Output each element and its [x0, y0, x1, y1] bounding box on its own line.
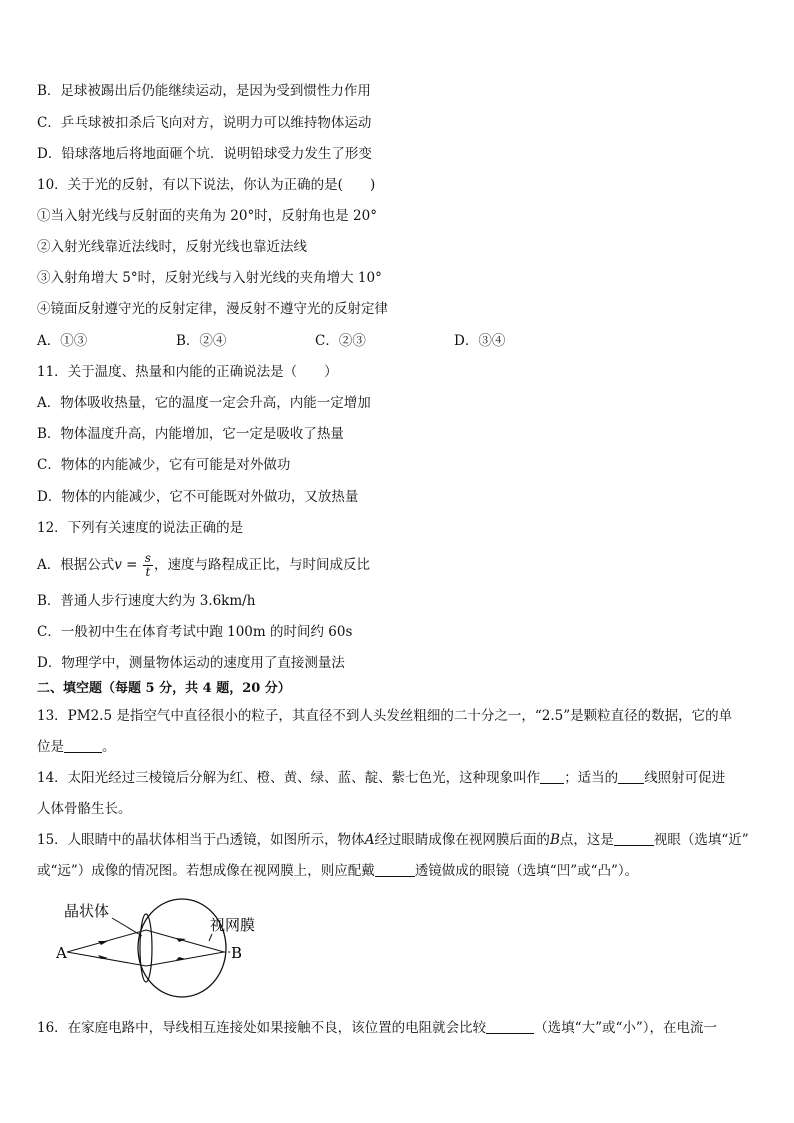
q14-line-2: 人体骨骼生长。	[37, 801, 132, 817]
formula-denominator: t	[145, 565, 151, 579]
formula-fraction	[143, 552, 153, 579]
q15-line-2	[37, 861, 638, 881]
q12-a-prefix: A．根据公式	[37, 557, 115, 573]
q15-text-b: 经过眼睛成像在视网膜后面的	[374, 832, 550, 848]
q10-option-a: A．①③	[37, 333, 88, 349]
q15-line-1	[37, 830, 749, 850]
q10-stem: 10．关于光的反射，有以下说法，你认为正确的是( )	[37, 177, 376, 193]
q13-line-2-end: 。	[102, 739, 116, 755]
q12-option-b: B．普通人步行速度大约为 3.6km/h	[37, 593, 256, 609]
q15-text-f: 透镜做成的眼镜（选填“凹”或“凸”）。	[414, 863, 639, 879]
lens-label: 晶状体	[64, 902, 110, 920]
q13-line-1: 13．PM2.5 是指空气中直径很小的粒子，其直径不到人头发丝粗细的二十分之一，“2.5”是颗粒直径的数据，它的单	[37, 708, 733, 724]
q12-option-c: C．一般初中生在体育考试中跑 100m 的时间约 60s	[37, 624, 353, 640]
q11-stem: 11．关于温度、热量和内能的正确说法是（ ）	[37, 364, 338, 380]
section-heading-fill-in: 二、填空题（每题 5 分，共 4 题，20 分）	[37, 681, 291, 696]
q15-text-e: 或“远”）成像的情况图。若想成像在视网膜上，则应配戴	[37, 863, 375, 879]
point-b-label: B	[231, 944, 243, 962]
q10-option-c: C．②③	[315, 333, 366, 349]
q15-answer-blank-1[interactable]	[614, 831, 654, 846]
q10-statement-2: ②入射光线靠近法线时，反射光线也靠近法线	[37, 239, 307, 255]
q16-answer-blank[interactable]	[486, 1019, 534, 1034]
formula-v: v	[114, 557, 122, 573]
q13-line-2	[37, 737, 116, 757]
q15-var-b: B	[549, 832, 560, 848]
q14-text-a: 14．太阳光经过三棱镜后分解为红、橙、黄、绿、蓝、靛、紫七色光，这种现象叫作	[37, 770, 541, 786]
crystalline-lens	[140, 914, 152, 982]
arrow-lower-left	[98, 955, 108, 959]
q14-line-1	[37, 768, 725, 788]
q13-answer-blank[interactable]	[64, 738, 102, 753]
formula-equals: =	[121, 557, 142, 573]
arrow-upper-left	[98, 941, 108, 945]
q14-text-b: ；适当的	[564, 770, 619, 786]
q14-text-c: 线照射可促进	[644, 770, 726, 786]
q11-option-d: D．物体的内能减少，它不可能既对外做功，又放热量	[37, 489, 359, 505]
q15-text-d: 视眼（选填“近”	[653, 832, 749, 848]
q15-answer-blank-2[interactable]	[375, 862, 415, 877]
q12-a-suffix: ，速度与路程成正比，与时间成反比	[153, 557, 370, 573]
ray-lower-incident	[67, 952, 146, 966]
q13-line-2-text: 位是	[37, 739, 64, 755]
retina-label: 视网膜	[210, 916, 256, 934]
q12-stem: 12．下列有关速度的说法正确的是	[37, 520, 244, 536]
q16-text-a: 16．在家庭电路中，导线相互连接处如果接触不良，该位置的电阻就会比较	[37, 1020, 487, 1036]
lens-label-leader	[112, 918, 142, 936]
q14-answer-blank-1[interactable]	[540, 769, 564, 784]
q10-statement-3: ③入射角增大 5°时，反射光线与入射光线的夹角增大 10°	[37, 270, 382, 286]
q12-option-d: D．物理学中，测量物体运动的速度用了直接测量法	[37, 655, 345, 671]
q14-answer-blank-2[interactable]	[618, 769, 644, 784]
eyeball-outline	[138, 899, 226, 997]
q15-text-c: 点，这是	[559, 832, 614, 848]
arrow-upper-right	[176, 938, 186, 942]
q10-option-d: D．③④	[454, 333, 506, 349]
retina-label-leader	[209, 934, 212, 941]
q15-text-a: 15．人眼睛中的晶状体相当于凸透镜，如图所示，物体	[37, 832, 365, 848]
q12-option-a	[37, 552, 370, 579]
q16-text-b: （选填“大”或“小”），在电流一	[534, 1020, 718, 1036]
q11-option-a: A．物体吸收热量，它的温度一定会升高，内能一定增加	[37, 395, 371, 411]
q9-option-c: C．乒乓球被扣杀后飞向对方，说明力可以维持物体运动	[37, 115, 372, 131]
q15-var-a: A	[364, 832, 375, 848]
q10-statement-4: ④镜面反射遵守光的反射定律，漫反射不遵守光的反射定律	[37, 301, 388, 317]
q9-option-b: B．足球被踢出后仍能继续运动，是因为受到惯性力作用	[37, 83, 371, 99]
q16-line-1	[37, 1018, 717, 1038]
q10-option-b: B．②④	[176, 333, 227, 349]
eye-diagram	[52, 896, 282, 1006]
formula-numerator: s	[144, 551, 151, 565]
q9-option-d: D．铅球落地后将地面砸个坑．说明铅球受力发生了形变	[37, 146, 372, 162]
point-a-label: A	[56, 944, 67, 962]
q11-option-b: B．物体温度升高，内能增加，它一定是吸收了热量	[37, 426, 344, 442]
q11-option-c: C．物体的内能减少，它有可能是对外做功	[37, 457, 291, 473]
q10-options	[37, 331, 593, 351]
q10-statement-1: ①当入射光线与反射面的夹角为 20°时，反射角也是 20°	[37, 208, 377, 224]
